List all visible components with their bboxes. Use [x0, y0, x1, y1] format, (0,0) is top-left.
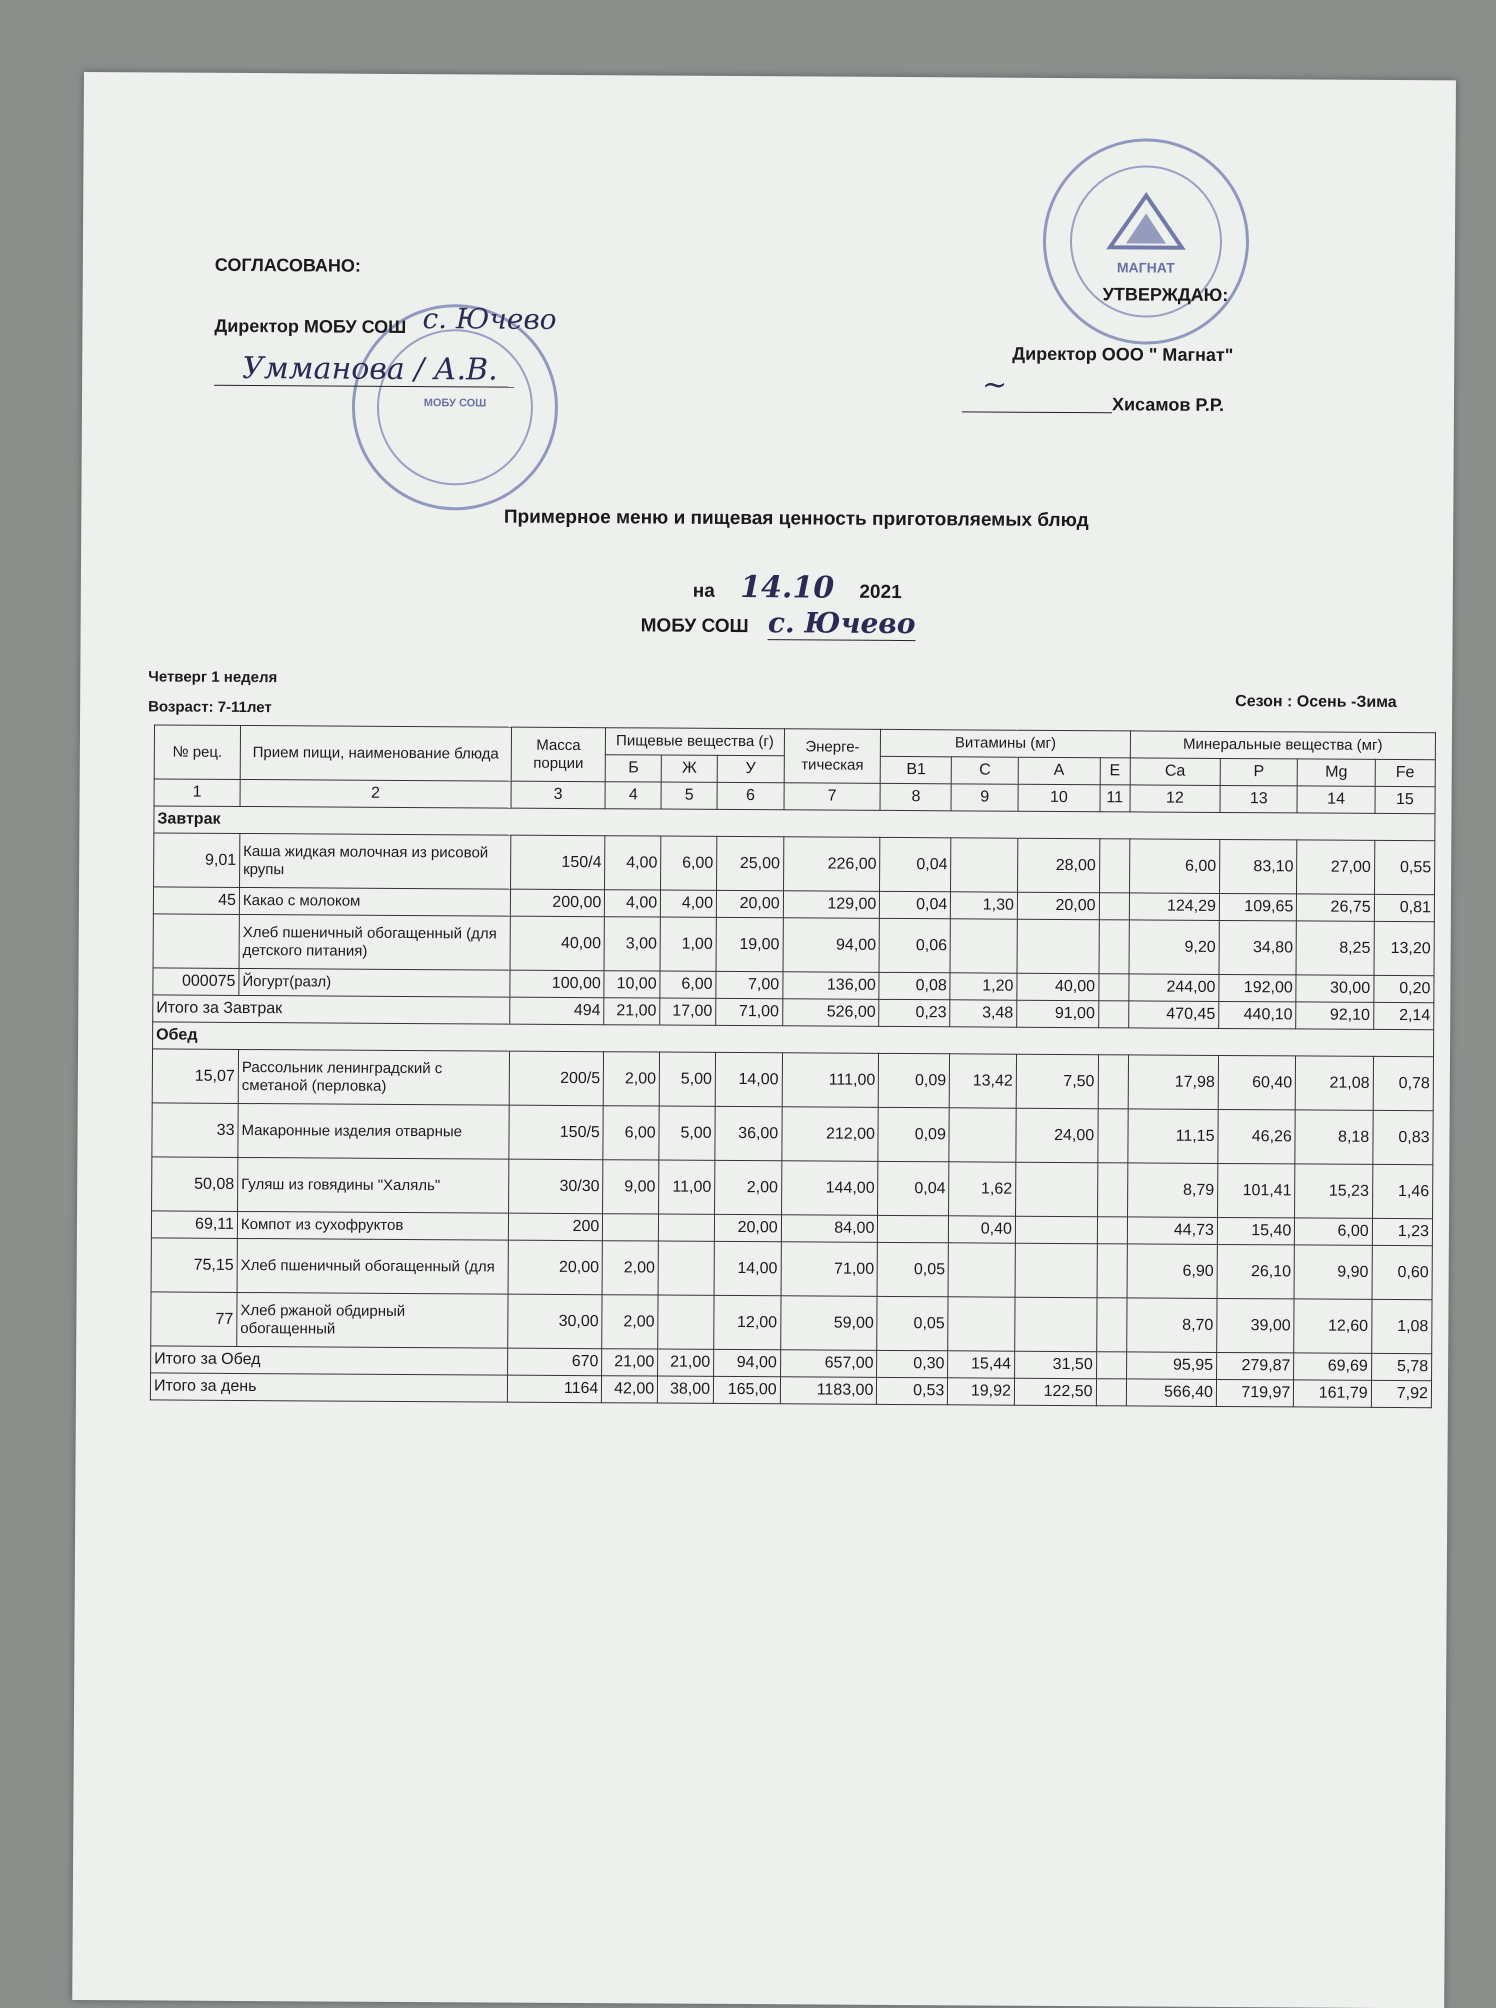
- breakfast-label: Завтрак: [154, 806, 1435, 841]
- value-en: 59,00: [780, 1296, 877, 1351]
- total-en: 1183,00: [780, 1377, 877, 1405]
- total-e: [1098, 1001, 1128, 1028]
- total-u: 71,00: [716, 998, 783, 1025]
- menu-table: [150, 724, 1436, 1408]
- right-round-stamp: МАГНАТ: [1042, 138, 1249, 345]
- right-signature-mark: ~: [981, 367, 1008, 403]
- value-zh: 6,00: [660, 971, 716, 998]
- value-p: 109,65: [1219, 893, 1297, 920]
- right-signature-line: [962, 411, 1112, 413]
- column-number: 10: [1018, 784, 1100, 811]
- value-en: 226,00: [783, 837, 880, 892]
- value-mg: 21,08: [1296, 1056, 1374, 1110]
- col-mass-header: Масса порции: [511, 727, 606, 782]
- total-p: 279,87: [1217, 1352, 1295, 1379]
- value-mg: 8,18: [1295, 1110, 1373, 1164]
- value-e: [1099, 893, 1129, 920]
- dish-name: Хлеб пшеничный обогащенный (для: [237, 1238, 508, 1294]
- dish-name: Хлеб пшеничный обогащенный (для детского питания): [239, 914, 510, 970]
- value-p: 192,00: [1219, 974, 1297, 1001]
- value-p: 60,40: [1218, 1055, 1296, 1109]
- column-number: 1: [154, 779, 240, 807]
- table-row: [154, 833, 1435, 895]
- total-a: 91,00: [1017, 1000, 1099, 1027]
- value-fe: 13,20: [1374, 921, 1435, 975]
- sub-a: А: [1018, 757, 1100, 784]
- value-ca: 17,98: [1128, 1055, 1219, 1110]
- portion-mass: 30,00: [507, 1294, 602, 1349]
- column-number: 8: [880, 783, 951, 810]
- value-e: [1098, 974, 1128, 1001]
- value-b: 4,00: [605, 836, 661, 890]
- value-fe: 0,55: [1374, 840, 1435, 894]
- value-a: [1015, 1243, 1097, 1297]
- col-minerals-header: Минеральные вещества (мг): [1130, 731, 1435, 760]
- value-c: 0,40: [949, 1216, 1016, 1243]
- left-school-handwriting: с. Ючево: [422, 302, 557, 336]
- value-c: 1,30: [951, 892, 1018, 919]
- value-en: 129,00: [783, 891, 880, 919]
- total-e: [1096, 1379, 1126, 1406]
- column-number: 3: [511, 781, 606, 809]
- school-handwriting: с. Ючево: [767, 606, 916, 641]
- total-mg: 161,79: [1294, 1380, 1372, 1407]
- left-round-stamp: МОБУ СОШ: [351, 304, 558, 511]
- column-number: 14: [1297, 786, 1375, 813]
- value-a: 20,00: [1017, 892, 1099, 919]
- value-c: [948, 1297, 1015, 1351]
- total-mass: 670: [507, 1348, 602, 1376]
- value-u: 14,00: [715, 1052, 782, 1106]
- total-zh: 21,00: [658, 1349, 714, 1376]
- sub-b1: В1: [881, 756, 952, 783]
- value-u: 25,00: [717, 836, 784, 890]
- value-en: 71,00: [781, 1242, 878, 1297]
- value-fe: 0,60: [1372, 1245, 1433, 1299]
- table-row: [152, 1049, 1433, 1111]
- date-line: на 14.10 2021: [692, 570, 902, 606]
- value-p: 34,80: [1219, 920, 1297, 974]
- value-u: 7,00: [716, 971, 783, 998]
- value-b: 2,00: [604, 1052, 660, 1106]
- value-mg: 9,90: [1294, 1245, 1372, 1299]
- portion-mass: 200/5: [509, 1051, 604, 1106]
- recipe-number: 000075: [153, 968, 239, 996]
- recipe-number: 33: [152, 1103, 238, 1158]
- sub-ca: Ca: [1130, 758, 1220, 786]
- sub-zh: Ж: [661, 755, 717, 782]
- value-u: 20,00: [716, 890, 783, 917]
- total-c: 15,44: [948, 1351, 1015, 1378]
- menu-title: Примерное меню и пищевая ценность приготовляемых блюд: [503, 506, 1089, 532]
- total-mg: 92,10: [1296, 1002, 1374, 1029]
- dish-name: Макаронные изделия отварные: [238, 1103, 509, 1159]
- dish-name: Рассольник ленинградский с сметаной (перловка): [238, 1049, 509, 1105]
- sub-e: Е: [1100, 758, 1130, 785]
- sub-mg: Mg: [1298, 759, 1376, 786]
- portion-mass: 40,00: [510, 916, 605, 971]
- value-p: 46,26: [1218, 1109, 1296, 1163]
- value-fe: 0,20: [1374, 975, 1434, 1002]
- value-c: 1,20: [950, 973, 1017, 1000]
- value-a: 24,00: [1016, 1108, 1098, 1162]
- value-c: 1,62: [949, 1162, 1016, 1216]
- column-number: 4: [605, 782, 661, 809]
- value-e: [1097, 1244, 1127, 1298]
- portion-mass: 20,00: [508, 1240, 603, 1295]
- value-ca: 44,73: [1127, 1217, 1217, 1245]
- sub-u: У: [717, 755, 784, 782]
- total-b1: 0,53: [877, 1377, 948, 1404]
- total-label: Итого за день: [150, 1373, 507, 1402]
- value-ca: 6,00: [1129, 839, 1220, 894]
- value-a: 28,00: [1017, 838, 1099, 892]
- total-fe: 2,14: [1373, 1002, 1433, 1029]
- recipe-number: 9,01: [154, 833, 240, 888]
- total-label: Итого за Завтрак: [153, 995, 510, 1024]
- value-b1: [878, 1215, 949, 1242]
- value-ca: 8,79: [1127, 1163, 1218, 1218]
- right-director-name: Хисамов Р.Р.: [1111, 394, 1225, 415]
- value-b: 10,00: [604, 971, 660, 998]
- total-fe: 7,92: [1371, 1380, 1431, 1407]
- total-p: 440,10: [1219, 1001, 1297, 1028]
- total-a: 31,50: [1015, 1351, 1097, 1378]
- value-mg: 27,00: [1297, 840, 1375, 894]
- value-zh: 5,00: [659, 1106, 715, 1160]
- total-mg: 69,69: [1294, 1353, 1372, 1380]
- lunch-label: Обед: [153, 1022, 1434, 1057]
- value-ca: 9,20: [1129, 920, 1220, 975]
- season-label: Сезон : Осень -Зима: [1235, 693, 1397, 712]
- column-number: 5: [661, 782, 717, 809]
- total-label: Итого за Обед: [151, 1346, 508, 1375]
- table-row: [152, 1157, 1433, 1219]
- total-u: 165,00: [713, 1376, 780, 1403]
- column-number: 2: [240, 779, 511, 808]
- value-b1: 0,04: [880, 891, 951, 918]
- value-fe: 1,08: [1371, 1299, 1432, 1353]
- value-en: 136,00: [783, 972, 880, 1000]
- lunch-rows: [151, 1049, 1434, 1354]
- total-ca: 95,95: [1126, 1352, 1216, 1380]
- value-c: [948, 1243, 1015, 1297]
- recipe-number: 15,07: [152, 1049, 238, 1104]
- value-zh: 6,00: [661, 836, 717, 890]
- value-mg: 8,25: [1296, 921, 1374, 975]
- total-mass: 494: [509, 997, 604, 1025]
- value-p: 26,10: [1217, 1244, 1295, 1298]
- dish-name: Какао с молоком: [239, 887, 510, 916]
- col-dish-header: Прием пищи, наименование блюда: [240, 725, 511, 781]
- total-ca: 566,40: [1126, 1379, 1216, 1407]
- value-en: 111,00: [782, 1053, 879, 1108]
- recipe-number: [153, 914, 239, 969]
- value-b: 2,00: [602, 1295, 658, 1349]
- value-b1: 0,05: [877, 1242, 948, 1296]
- total-b: 42,00: [602, 1376, 658, 1403]
- portion-mass: 30/30: [508, 1159, 603, 1214]
- dish-name: Хлеб ржаной обдирный обогащенный: [237, 1292, 508, 1348]
- value-e: [1098, 1055, 1128, 1109]
- value-zh: 4,00: [661, 890, 717, 917]
- value-b1: 0,08: [879, 972, 950, 999]
- value-e: [1097, 1163, 1127, 1217]
- value-b1: 0,09: [878, 1107, 949, 1161]
- value-a: [1015, 1216, 1097, 1243]
- value-mg: 6,00: [1295, 1218, 1373, 1245]
- table-row: [153, 914, 1434, 976]
- value-a: [1015, 1162, 1097, 1216]
- value-p: 83,10: [1219, 839, 1297, 893]
- value-en: 144,00: [781, 1161, 878, 1216]
- col-nutrients-header: Пищевые вещества (г): [606, 728, 785, 756]
- sub-p: P: [1220, 758, 1298, 785]
- value-c: [951, 838, 1018, 892]
- column-number: 11: [1100, 785, 1130, 812]
- total-a: 122,50: [1014, 1378, 1096, 1405]
- column-number: 13: [1220, 785, 1298, 812]
- value-b: 2,00: [602, 1241, 658, 1295]
- value-a: [1017, 919, 1099, 973]
- recipe-number: 50,08: [152, 1157, 238, 1212]
- value-a: [1015, 1297, 1097, 1351]
- total-zh: 38,00: [658, 1376, 714, 1403]
- value-e: [1099, 839, 1129, 893]
- value-e: [1097, 1217, 1127, 1244]
- value-b: [603, 1214, 659, 1241]
- value-a: 40,00: [1017, 973, 1099, 1000]
- table-row: [151, 1292, 1432, 1354]
- total-b1: 0,23: [879, 999, 950, 1026]
- portion-mass: 150/4: [510, 835, 605, 890]
- value-b1: 0,06: [879, 918, 950, 972]
- value-e: [1097, 1109, 1127, 1163]
- value-zh: [658, 1241, 714, 1295]
- value-fe: 0,83: [1373, 1110, 1434, 1164]
- column-number: 9: [951, 784, 1018, 811]
- value-u: 12,00: [714, 1295, 781, 1349]
- value-zh: [659, 1214, 715, 1241]
- value-en: 84,00: [781, 1215, 878, 1243]
- value-p: 15,40: [1217, 1217, 1295, 1244]
- dish-name: Йогурт(разл): [239, 968, 510, 997]
- total-p: 719,97: [1216, 1379, 1294, 1406]
- value-e: [1099, 920, 1129, 974]
- value-b: 6,00: [603, 1106, 659, 1160]
- total-mass: 1164: [507, 1375, 602, 1403]
- value-ca: 124,29: [1129, 893, 1219, 921]
- age-label: Возраст: 7-11лет: [148, 698, 272, 717]
- value-u: 20,00: [714, 1214, 781, 1241]
- left-director-label: Директор МОБУ СОШ: [214, 315, 407, 337]
- value-u: 14,00: [714, 1241, 781, 1295]
- value-zh: 1,00: [660, 917, 716, 971]
- value-a: 7,50: [1016, 1054, 1098, 1108]
- value-b1: 0,09: [879, 1053, 950, 1107]
- column-number: 12: [1130, 785, 1220, 813]
- value-fe: 0,78: [1373, 1056, 1434, 1110]
- value-zh: 5,00: [659, 1052, 715, 1106]
- total-b: 21,00: [604, 998, 660, 1025]
- dish-name: Каша жидкая молочная из рисовой крупы: [239, 833, 510, 889]
- value-ca: 11,15: [1128, 1109, 1219, 1164]
- value-e: [1096, 1298, 1126, 1352]
- col-vitamins-header: Витамины (мг): [881, 729, 1130, 758]
- col-energy-header: Энерге-тическая: [784, 729, 881, 784]
- magnat-logo-icon: [1106, 191, 1186, 251]
- value-p: 39,00: [1217, 1298, 1295, 1352]
- agreed-heading: СОГЛАСОВАНО:: [214, 254, 362, 276]
- left-signature-handwriting: Умманова / А.В.: [242, 350, 498, 388]
- value-en: 212,00: [782, 1107, 879, 1162]
- total-u: 94,00: [714, 1349, 781, 1376]
- day-label: Четверг 1 неделя: [148, 668, 278, 687]
- value-zh: 11,00: [659, 1160, 715, 1214]
- value-b1: 0,04: [880, 837, 951, 891]
- value-b: 3,00: [604, 917, 660, 971]
- recipe-number: 75,15: [151, 1238, 237, 1293]
- portion-mass: 150/5: [509, 1105, 604, 1160]
- value-b1: 0,05: [877, 1296, 948, 1350]
- sub-fe: Fe: [1375, 759, 1435, 786]
- value-mg: 26,75: [1297, 894, 1375, 921]
- value-p: 101,41: [1218, 1163, 1296, 1217]
- table-row: [152, 1103, 1433, 1165]
- value-ca: 8,70: [1126, 1298, 1217, 1353]
- value-b: 4,00: [605, 890, 661, 917]
- value-u: 36,00: [715, 1106, 782, 1160]
- value-en: 94,00: [783, 918, 880, 973]
- value-ca: 6,90: [1127, 1244, 1218, 1299]
- column-number: 7: [784, 783, 881, 811]
- total-b: 21,00: [602, 1349, 658, 1376]
- value-fe: 0,81: [1374, 894, 1434, 921]
- total-c: 3,48: [950, 1000, 1017, 1027]
- approve-heading: УТВЕРЖДАЮ:: [1102, 284, 1229, 305]
- dish-name: Гуляш из говядины "Халяль": [238, 1157, 509, 1213]
- total-en: 657,00: [780, 1350, 877, 1378]
- document-page: [72, 72, 1456, 2008]
- value-c: 13,42: [950, 1054, 1017, 1108]
- value-fe: 1,46: [1372, 1164, 1433, 1218]
- table-row: [151, 1238, 1432, 1300]
- value-b1: 0,04: [878, 1161, 949, 1215]
- value-fe: 1,23: [1372, 1218, 1432, 1245]
- col-no-header: № рец.: [154, 725, 240, 780]
- sub-c: С: [952, 757, 1019, 784]
- total-en: 526,00: [782, 999, 879, 1027]
- portion-mass: 100,00: [510, 970, 605, 998]
- sub-b: Б: [606, 755, 662, 782]
- total-b1: 0,30: [877, 1350, 948, 1377]
- total-e: [1096, 1352, 1126, 1379]
- column-number: 15: [1375, 786, 1435, 813]
- value-mg: 12,60: [1294, 1299, 1372, 1353]
- column-number: 6: [717, 782, 784, 809]
- value-mg: 30,00: [1296, 975, 1374, 1002]
- portion-mass: 200,00: [510, 889, 605, 917]
- breakfast-rows: [153, 833, 1435, 1003]
- total-fe: 5,78: [1371, 1353, 1431, 1380]
- recipe-number: 69,11: [151, 1211, 237, 1239]
- value-zh: [658, 1295, 714, 1349]
- value-c: [949, 1108, 1016, 1162]
- recipe-number: 45: [153, 887, 239, 915]
- dish-name: Компот из сухофруктов: [237, 1211, 508, 1240]
- total-zh: 17,00: [660, 998, 716, 1025]
- value-b: 9,00: [603, 1160, 659, 1214]
- portion-mass: 200: [508, 1213, 603, 1241]
- value-ca: 244,00: [1129, 974, 1219, 1002]
- value-c: [950, 919, 1017, 973]
- value-u: 19,00: [716, 917, 783, 971]
- right-director-label: Директор ООО " Магнат": [1012, 343, 1234, 366]
- value-u: 2,00: [715, 1160, 782, 1214]
- date-handwriting: 14.10: [740, 570, 835, 606]
- value-mg: 15,23: [1295, 1164, 1373, 1218]
- recipe-number: 77: [151, 1292, 237, 1347]
- school-line: МОБУ СОШ с. Ючево: [640, 606, 916, 641]
- total-ca: 470,45: [1128, 1001, 1218, 1029]
- total-c: 19,92: [948, 1378, 1015, 1405]
